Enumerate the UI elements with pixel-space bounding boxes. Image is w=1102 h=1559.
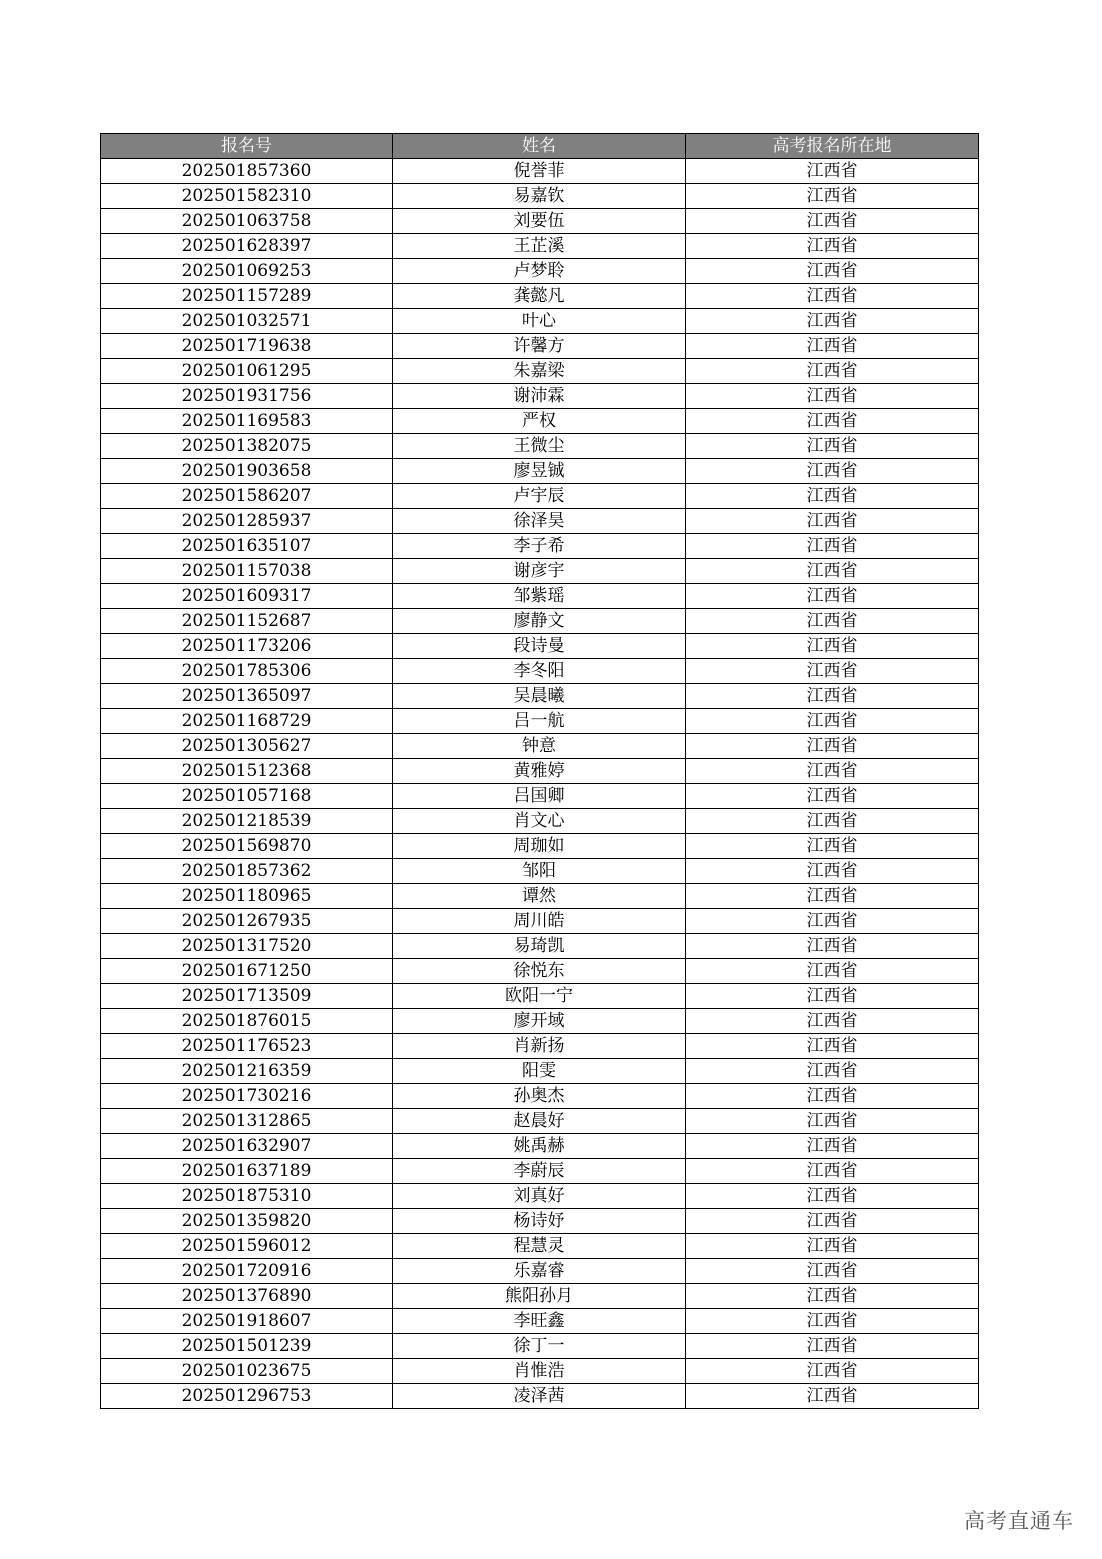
cell-registration-location: 江西省 <box>686 484 979 509</box>
cell-name: 谢沛霖 <box>393 384 686 409</box>
cell-registration-number: 202501169583 <box>101 409 393 434</box>
table-row <box>101 859 979 884</box>
cell-registration-number: 202501296753 <box>101 1384 393 1409</box>
cell-registration-number: 202501218539 <box>101 809 393 834</box>
header-row <box>101 134 979 159</box>
cell-name: 吕一航 <box>393 709 686 734</box>
cell-name: 李旺鑫 <box>393 1309 686 1334</box>
table-row <box>101 234 979 259</box>
table-row <box>101 159 979 184</box>
table-row <box>101 1134 979 1159</box>
table-row <box>101 934 979 959</box>
cell-name: 许馨方 <box>393 334 686 359</box>
cell-registration-number: 202501586207 <box>101 484 393 509</box>
cell-name: 钟意 <box>393 734 686 759</box>
cell-registration-location: 江西省 <box>686 684 979 709</box>
table-row <box>101 359 979 384</box>
table-body <box>101 159 979 1409</box>
cell-registration-location: 江西省 <box>686 384 979 409</box>
table-row <box>101 1059 979 1084</box>
table-row <box>101 309 979 334</box>
table-row <box>101 534 979 559</box>
table-row <box>101 909 979 934</box>
cell-name: 程慧灵 <box>393 1234 686 1259</box>
cell-registration-location: 江西省 <box>686 334 979 359</box>
cell-registration-number: 202501713509 <box>101 984 393 1009</box>
cell-registration-location: 江西省 <box>686 534 979 559</box>
cell-name: 王微尘 <box>393 434 686 459</box>
table-row <box>101 984 979 1009</box>
cell-registration-number: 202501569870 <box>101 834 393 859</box>
cell-name: 邹阳 <box>393 859 686 884</box>
table-row <box>101 1184 979 1209</box>
cell-name: 刘要伍 <box>393 209 686 234</box>
cell-registration-number: 202501069253 <box>101 259 393 284</box>
cell-registration-number: 202501857360 <box>101 159 393 184</box>
cell-registration-number: 202501875310 <box>101 1184 393 1209</box>
cell-registration-location: 江西省 <box>686 459 979 484</box>
cell-name: 李冬阳 <box>393 659 686 684</box>
cell-registration-number: 202501359820 <box>101 1209 393 1234</box>
table-row <box>101 284 979 309</box>
cell-registration-location: 江西省 <box>686 584 979 609</box>
cell-registration-number: 202501637189 <box>101 1159 393 1184</box>
cell-registration-number: 202501267935 <box>101 909 393 934</box>
cell-name: 凌泽茜 <box>393 1384 686 1409</box>
cell-registration-location: 江西省 <box>686 1359 979 1384</box>
cell-name: 肖文心 <box>393 809 686 834</box>
cell-name: 王芷溪 <box>393 234 686 259</box>
cell-registration-location: 江西省 <box>686 1334 979 1359</box>
table-row <box>101 834 979 859</box>
cell-name: 阳雯 <box>393 1059 686 1084</box>
cell-registration-location: 江西省 <box>686 184 979 209</box>
cell-registration-location: 江西省 <box>686 259 979 284</box>
cell-name: 徐泽昊 <box>393 509 686 534</box>
column-header-name: 姓名 <box>393 134 686 159</box>
cell-registration-number: 202501501239 <box>101 1334 393 1359</box>
cell-name: 刘真好 <box>393 1184 686 1209</box>
cell-name: 易嘉钦 <box>393 184 686 209</box>
cell-registration-number: 202501596012 <box>101 1234 393 1259</box>
cell-registration-number: 202501635107 <box>101 534 393 559</box>
cell-name: 卢梦聆 <box>393 259 686 284</box>
cell-registration-location: 江西省 <box>686 659 979 684</box>
table-row <box>101 1334 979 1359</box>
cell-registration-number: 202501285937 <box>101 509 393 534</box>
cell-registration-location: 江西省 <box>686 884 979 909</box>
cell-registration-number: 202501730216 <box>101 1084 393 1109</box>
cell-registration-number: 202501216359 <box>101 1059 393 1084</box>
table-row <box>101 384 979 409</box>
cell-registration-location: 江西省 <box>686 309 979 334</box>
cell-name: 廖昱铖 <box>393 459 686 484</box>
cell-name: 廖静文 <box>393 609 686 634</box>
cell-name: 乐嘉睿 <box>393 1259 686 1284</box>
table-row <box>101 1359 979 1384</box>
cell-name: 李子希 <box>393 534 686 559</box>
table-row <box>101 684 979 709</box>
cell-name: 赵晨好 <box>393 1109 686 1134</box>
table-row <box>101 559 979 584</box>
cell-registration-number: 202501876015 <box>101 1009 393 1034</box>
cell-name: 谭然 <box>393 884 686 909</box>
cell-registration-location: 江西省 <box>686 1009 979 1034</box>
cell-registration-location: 江西省 <box>686 734 979 759</box>
cell-name: 廖开域 <box>393 1009 686 1034</box>
cell-registration-location: 江西省 <box>686 634 979 659</box>
cell-registration-number: 202501918607 <box>101 1309 393 1334</box>
admission-list-table <box>100 133 979 1409</box>
cell-registration-location: 江西省 <box>686 1109 979 1134</box>
table-row <box>101 409 979 434</box>
cell-registration-location: 江西省 <box>686 859 979 884</box>
cell-registration-number: 202501365097 <box>101 684 393 709</box>
cell-name: 易琦凯 <box>393 934 686 959</box>
cell-registration-number: 202501063758 <box>101 209 393 234</box>
cell-name: 朱嘉梁 <box>393 359 686 384</box>
cell-registration-number: 202501720916 <box>101 1259 393 1284</box>
cell-registration-location: 江西省 <box>686 1209 979 1234</box>
table-row <box>101 1284 979 1309</box>
cell-name: 吴晨曦 <box>393 684 686 709</box>
table-header <box>101 134 979 159</box>
cell-name: 吕国卿 <box>393 784 686 809</box>
table-row <box>101 509 979 534</box>
cell-registration-number: 202501152687 <box>101 609 393 634</box>
column-header-registration-number: 报名号 <box>101 134 393 159</box>
table-row <box>101 1234 979 1259</box>
table-row <box>101 459 979 484</box>
table-row <box>101 659 979 684</box>
cell-registration-location: 江西省 <box>686 984 979 1009</box>
table-row <box>101 1309 979 1334</box>
cell-registration-location: 江西省 <box>686 1159 979 1184</box>
cell-registration-location: 江西省 <box>686 1184 979 1209</box>
table-row <box>101 209 979 234</box>
cell-registration-number: 202501671250 <box>101 959 393 984</box>
cell-registration-number: 202501382075 <box>101 434 393 459</box>
cell-registration-location: 江西省 <box>686 784 979 809</box>
cell-registration-location: 江西省 <box>686 1284 979 1309</box>
cell-registration-number: 202501176523 <box>101 1034 393 1059</box>
cell-name: 徐悦东 <box>393 959 686 984</box>
cell-name: 叶心 <box>393 309 686 334</box>
cell-name: 欧阳一宁 <box>393 984 686 1009</box>
cell-registration-location: 江西省 <box>686 409 979 434</box>
cell-name: 谢彦宇 <box>393 559 686 584</box>
table-row <box>101 1109 979 1134</box>
cell-registration-number: 202501317520 <box>101 934 393 959</box>
cell-registration-location: 江西省 <box>686 834 979 859</box>
cell-registration-number: 202501785306 <box>101 659 393 684</box>
table-row <box>101 959 979 984</box>
column-header-registration-location: 高考报名所在地 <box>686 134 979 159</box>
cell-registration-number: 202501157289 <box>101 284 393 309</box>
cell-registration-number: 202501609317 <box>101 584 393 609</box>
table-row <box>101 1259 979 1284</box>
cell-registration-number: 202501719638 <box>101 334 393 359</box>
table-row <box>101 634 979 659</box>
cell-registration-number: 202501023675 <box>101 1359 393 1384</box>
table-row <box>101 759 979 784</box>
cell-registration-location: 江西省 <box>686 959 979 984</box>
cell-name: 杨诗妤 <box>393 1209 686 1234</box>
cell-registration-location: 江西省 <box>686 209 979 234</box>
table-row <box>101 1084 979 1109</box>
table-row <box>101 584 979 609</box>
cell-name: 徐丁一 <box>393 1334 686 1359</box>
cell-registration-location: 江西省 <box>686 759 979 784</box>
cell-registration-number: 202501157038 <box>101 559 393 584</box>
table-row <box>101 1009 979 1034</box>
table-row <box>101 434 979 459</box>
cell-name: 邹紫瑶 <box>393 584 686 609</box>
cell-name: 孙奥杰 <box>393 1084 686 1109</box>
cell-registration-location: 江西省 <box>686 1309 979 1334</box>
cell-registration-location: 江西省 <box>686 1059 979 1084</box>
cell-registration-location: 江西省 <box>686 809 979 834</box>
cell-registration-number: 202501628397 <box>101 234 393 259</box>
cell-registration-location: 江西省 <box>686 159 979 184</box>
cell-registration-location: 江西省 <box>686 234 979 259</box>
cell-registration-location: 江西省 <box>686 909 979 934</box>
cell-registration-number: 202501903658 <box>101 459 393 484</box>
cell-registration-number: 202501376890 <box>101 1284 393 1309</box>
table-row <box>101 709 979 734</box>
cell-name: 段诗曼 <box>393 634 686 659</box>
cell-registration-location: 江西省 <box>686 934 979 959</box>
cell-registration-number: 202501512368 <box>101 759 393 784</box>
table-row <box>101 734 979 759</box>
cell-registration-number: 202501180965 <box>101 884 393 909</box>
cell-registration-location: 江西省 <box>686 1234 979 1259</box>
cell-registration-number: 202501305627 <box>101 734 393 759</box>
cell-registration-number: 202501312865 <box>101 1109 393 1134</box>
cell-registration-number: 202501857362 <box>101 859 393 884</box>
cell-name: 周川皓 <box>393 909 686 934</box>
cell-name: 黄雅婷 <box>393 759 686 784</box>
cell-name: 肖新扬 <box>393 1034 686 1059</box>
cell-name: 卢宇辰 <box>393 484 686 509</box>
table-row <box>101 334 979 359</box>
table-row <box>101 1159 979 1184</box>
cell-registration-location: 江西省 <box>686 559 979 584</box>
cell-registration-location: 江西省 <box>686 1384 979 1409</box>
cell-registration-location: 江西省 <box>686 1259 979 1284</box>
table-row <box>101 484 979 509</box>
cell-registration-number: 202501057168 <box>101 784 393 809</box>
cell-registration-location: 江西省 <box>686 284 979 309</box>
cell-name: 龚懿凡 <box>393 284 686 309</box>
table-row <box>101 1034 979 1059</box>
cell-registration-location: 江西省 <box>686 1034 979 1059</box>
table-row <box>101 884 979 909</box>
cell-name: 熊阳孙月 <box>393 1284 686 1309</box>
watermark-text: 高考直通车 <box>964 1509 1074 1533</box>
cell-registration-location: 江西省 <box>686 1084 979 1109</box>
cell-registration-location: 江西省 <box>686 359 979 384</box>
cell-registration-location: 江西省 <box>686 1134 979 1159</box>
cell-registration-number: 202501173206 <box>101 634 393 659</box>
cell-name: 倪誉菲 <box>393 159 686 184</box>
cell-registration-number: 202501931756 <box>101 384 393 409</box>
cell-registration-number: 202501061295 <box>101 359 393 384</box>
cell-name: 肖惟浩 <box>393 1359 686 1384</box>
cell-registration-number: 202501582310 <box>101 184 393 209</box>
table-row <box>101 609 979 634</box>
cell-registration-location: 江西省 <box>686 709 979 734</box>
cell-registration-location: 江西省 <box>686 509 979 534</box>
table-row <box>101 184 979 209</box>
table-row <box>101 784 979 809</box>
cell-registration-number: 202501632907 <box>101 1134 393 1159</box>
cell-name: 李蔚辰 <box>393 1159 686 1184</box>
cell-registration-location: 江西省 <box>686 609 979 634</box>
table-row <box>101 809 979 834</box>
table-row <box>101 1384 979 1409</box>
cell-name: 周珈如 <box>393 834 686 859</box>
table-row <box>101 1209 979 1234</box>
cell-name: 严权 <box>393 409 686 434</box>
cell-name: 姚禹赫 <box>393 1134 686 1159</box>
cell-registration-number: 202501168729 <box>101 709 393 734</box>
cell-registration-location: 江西省 <box>686 434 979 459</box>
table-row <box>101 259 979 284</box>
cell-registration-number: 202501032571 <box>101 309 393 334</box>
